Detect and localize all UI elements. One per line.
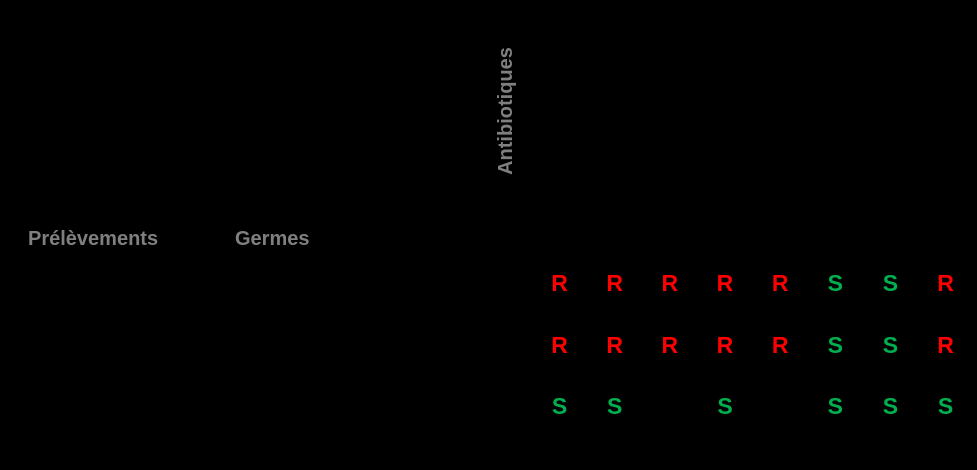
susceptibility-cell: R (771, 270, 789, 297)
susceptibility-cell: S (827, 331, 843, 358)
susceptibility-cell-empty (753, 376, 808, 438)
susceptibility-cell: R (716, 331, 734, 358)
susceptibility-cell: R (606, 270, 624, 297)
susceptibility-cell: S (937, 393, 954, 420)
susceptibility-cell: R (551, 270, 568, 297)
samples-column-header: Prélèvements (28, 228, 159, 250)
susceptibility-cell: S (827, 270, 843, 297)
susceptibility-cell: S (882, 270, 899, 297)
germs-column-header: Germes (235, 228, 310, 250)
susceptibility-cell: S (551, 393, 568, 420)
susceptibility-cell-empty (642, 376, 697, 438)
susceptibility-cell: R (551, 331, 568, 358)
susceptibility-cell: S (607, 393, 623, 420)
susceptibility-cell: R (661, 331, 679, 358)
susceptibility-grid (532, 253, 973, 438)
antibiotics-column-header: Antibiotiques (495, 47, 517, 175)
susceptibility-cell: R (661, 270, 679, 297)
susceptibility-cell: R (937, 331, 954, 358)
susceptibility-cell: S (882, 393, 899, 420)
susceptibility-cell: R (716, 270, 734, 297)
susceptibility-cell: S (882, 331, 899, 358)
susceptibility-cell: S (827, 393, 843, 420)
susceptibility-cell: R (771, 331, 789, 358)
susceptibility-cell: S (717, 393, 733, 420)
susceptibility-cell: R (606, 331, 624, 358)
susceptibility-cell: R (937, 270, 954, 297)
